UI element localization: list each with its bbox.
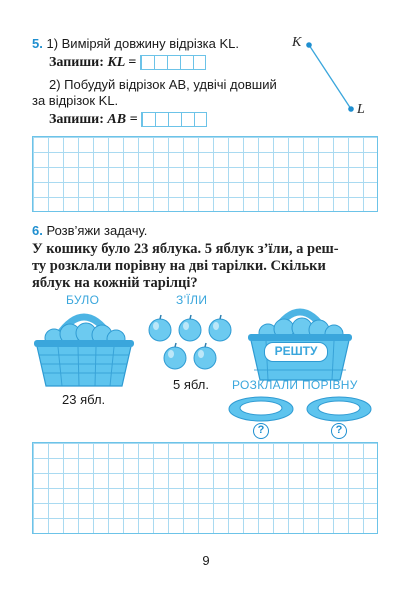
task5-part2-line1: 2) Побудуй відрізок AB, удвічі довший xyxy=(49,77,277,92)
ab-answer-cells[interactable] xyxy=(141,112,207,127)
plates-illustration xyxy=(228,394,374,442)
task6-problem-line-3: яблук на кожній тарілці? xyxy=(32,275,198,291)
basket-rest-illustration xyxy=(244,296,356,382)
task5-part1-text: 1) Виміряй довжину відрізка KL. xyxy=(46,36,240,51)
task6-problem-line-2: ту розклали порівну на дві тарілки. Скільки xyxy=(32,258,326,274)
task5-part2-line2: за відрізок KL. xyxy=(32,93,119,108)
point-l-label: L xyxy=(357,102,365,117)
task5-part1 xyxy=(32,36,239,52)
point-l xyxy=(348,106,354,112)
grid-task6[interactable] xyxy=(32,442,378,534)
eaten-apple-5 xyxy=(194,347,216,369)
task6-number: 6. xyxy=(32,223,43,238)
point-k xyxy=(306,42,312,48)
write-label-2: Запиши: xyxy=(49,112,104,127)
basket-2-rim xyxy=(248,334,352,341)
basket-1-rim xyxy=(34,340,134,347)
point-k-label: K xyxy=(292,35,302,50)
kl-answer-cells[interactable] xyxy=(140,55,206,70)
eaten-apple-4 xyxy=(164,347,186,369)
segment-kl xyxy=(290,30,380,120)
caption-eaten: 5 ябл. xyxy=(173,377,209,392)
plate-2-unknown xyxy=(331,423,347,439)
plate-1-unknown-mark: ? xyxy=(257,424,265,436)
kl-expression: KL = xyxy=(107,55,137,70)
grid-task5[interactable] xyxy=(32,136,378,212)
basket-full-illustration xyxy=(28,300,140,392)
task6-header xyxy=(32,223,147,239)
plate-1-unknown xyxy=(253,423,269,439)
eaten-apples-illustration xyxy=(144,312,240,378)
ab-answer-row xyxy=(49,112,207,128)
kl-answer-row xyxy=(49,55,206,71)
eaten-apple-3 xyxy=(209,319,231,341)
eaten-apple-1 xyxy=(149,319,171,341)
label-eaten: З’ЇЛИ xyxy=(176,293,208,307)
rest-tag xyxy=(264,342,328,362)
label-split: РОЗКЛАЛИ ПОРІВНУ xyxy=(232,378,358,392)
task6-instruction: Розв’яжи задачу. xyxy=(46,223,148,238)
caption-was: 23 ябл. xyxy=(62,392,106,407)
label-was: БУЛО xyxy=(66,293,100,307)
page-number: 9 xyxy=(202,553,210,568)
ab-expression: AB = xyxy=(107,112,138,127)
plate-2-unknown-mark: ? xyxy=(335,424,343,436)
task6-problem-line-1: У кошику було 23 яблука. 5 яблук з’їли, а реш- xyxy=(32,241,339,257)
task5-number: 5. xyxy=(32,36,43,51)
write-label-1: Запиши: xyxy=(49,55,104,70)
rest-tag-label: РЕШТУ xyxy=(274,344,318,358)
eaten-apple-2 xyxy=(179,319,201,341)
segment-kl-line xyxy=(309,45,351,109)
